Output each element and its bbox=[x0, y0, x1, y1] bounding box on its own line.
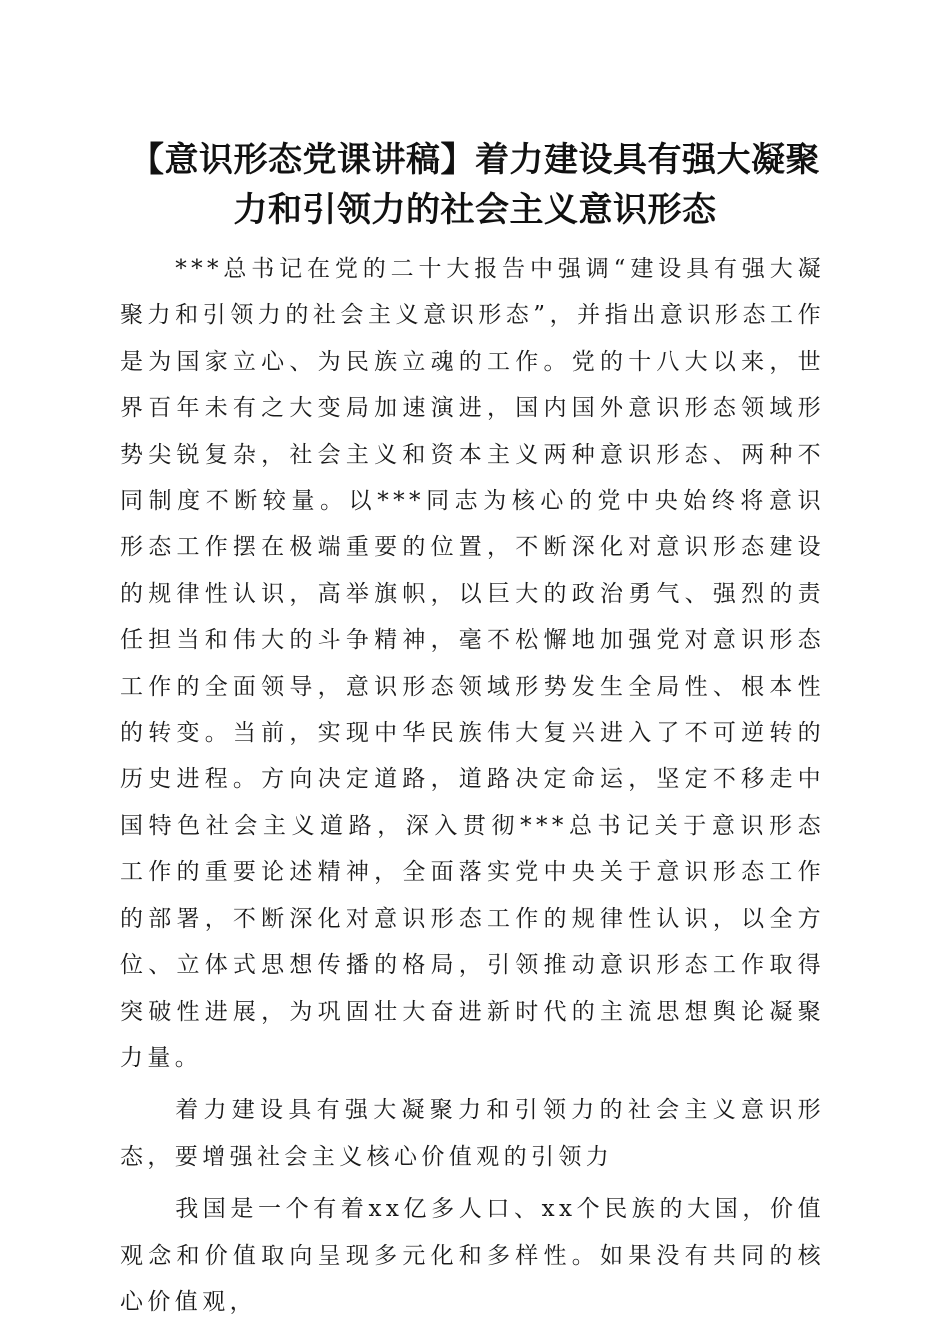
paragraph-intro: ***总书记在党的二十大报告中强调“建设具有强大凝聚力和引领力的社会主义意识形态”，并指出意识形态工作是为国家立心、为民族立魂的工作。党的十八大以来，世界百年未有之大变局加速演进，国内国外意识形态领域形势尖锐复杂，社会主义和资本主义两种意识形态、两种不同制度不断较量。以***同志为核心的党中央始终将意识形态工作摆在极端重要的位置，不断深化对意识形态建设的规律性认识，高举旗帜，以巨大的政治勇气、强烈的责任担当和伟大的斗争精神，毫不松懈地加强党对意识形态工作的全面领导，意识形态领域形势发生全局性、根本性的转变。当前，实现中华民族伟大复兴进入了不可逆转的历史进程。方向决定道路，道路决定命运，坚定不移走中国特色社会主义道路，深入贯彻***总书记关于意识形态工作的重要论述精神，全面落实党中央关于意识形态工作的部署，不断深化对意识形态工作的规律性认识，以全方位、立体式思想传播的格局，引领推动意识形态工作取得突破性进展，为巩固壮大奋进新时代的主流思想舆论凝聚力量。 bbox=[120, 256, 825, 1071]
document-title bbox=[110, 135, 840, 235]
document-body bbox=[120, 246, 825, 1325]
paragraph-values: 我国是一个有着xx亿多人口、xx个民族的大国，价值观念和价值取向呈现多元化和多样性。如果没有共同的核心价值观， bbox=[120, 1196, 825, 1315]
title-line-1: 【意识形态党课讲稿】着力建设具有强大凝聚 bbox=[130, 140, 820, 180]
title-line-2: 力和引领力的社会主义意识形态 bbox=[233, 190, 717, 230]
paragraph-section-heading: 着力建设具有强大凝聚力和引领力的社会主义意识形态，要增强社会主义核心价值观的引领力 bbox=[120, 1097, 825, 1170]
